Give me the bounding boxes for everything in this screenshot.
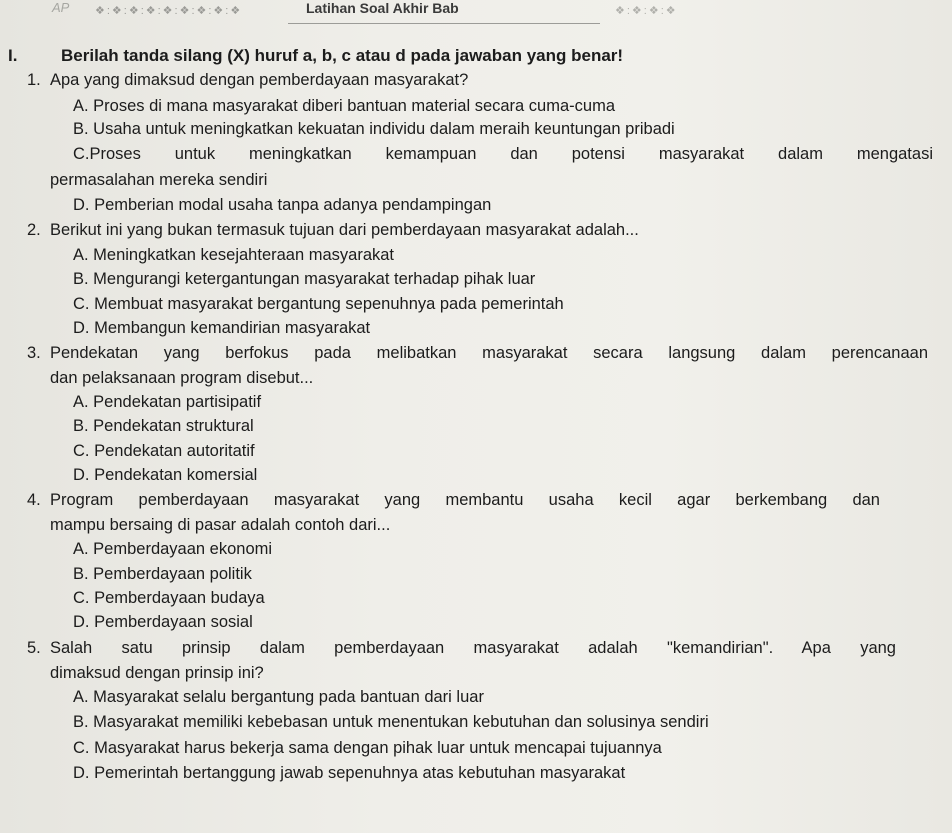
question-number: 3.	[27, 344, 41, 362]
answer-option[interactable]: B. Usaha untuk meningkatkan kekuatan individu dalam meraih keuntungan pribadi	[73, 120, 675, 138]
page-header	[0, 0, 952, 28]
question-text: Salah satu prinsip dalam pemberdayaan masyarakat adalah "kemandirian". Apa yang	[50, 639, 896, 657]
answer-option[interactable]: permasalahan mereka sendiri	[50, 171, 268, 189]
question-number: 1.	[27, 71, 41, 89]
question-text: Program pemberdayaan masyarakat yang membantu usaha kecil agar berkembang dan	[50, 491, 880, 509]
section-instruction: Berilah tanda silang (X) huruf a, b, c atau d pada jawaban yang benar!	[61, 46, 624, 65]
answer-option[interactable]: A. Meningkatkan kesejahteraan masyarakat	[73, 246, 395, 264]
question-text: Pendekatan yang berfokus pada melibatkan masyarakat secara langsung dalam perencanaan	[50, 344, 928, 362]
section-number: I.	[8, 46, 18, 65]
answer-option[interactable]: B. Mengurangi ketergantungan masyarakat terhadap pihak luar	[73, 270, 536, 288]
question-number: 4.	[27, 491, 41, 509]
header-decorative-pattern: ❖:❖:❖:❖:❖:❖:❖:❖:❖	[95, 5, 243, 17]
question-text: dimaksud dengan prinsip ini?	[50, 664, 264, 682]
answer-option[interactable]: D. Pemberian modal usaha tanpa adanya pendampingan	[73, 196, 492, 214]
answer-option[interactable]: A. Pemberdayaan ekonomi	[73, 540, 273, 558]
answer-option[interactable]: A. Masyarakat selalu bergantung pada bantuan dari luar	[73, 688, 484, 706]
question-text: dan pelaksanaan program disebut...	[50, 369, 314, 387]
answer-option[interactable]: A. Proses di mana masyarakat diberi bantuan material secara cuma-cuma	[73, 97, 615, 115]
answer-option[interactable]: B. Pendekatan struktural	[73, 417, 254, 435]
header-logo: AP	[52, 0, 70, 15]
answer-option[interactable]: B. Pemberdayaan politik	[73, 565, 252, 583]
answer-option[interactable]: A. Pendekatan partisipatif	[73, 393, 262, 411]
answer-option[interactable]: D. Pemberdayaan sosial	[73, 613, 253, 631]
question-number: 5.	[27, 639, 41, 657]
page-title: Latihan Soal Akhir Bab	[288, 0, 600, 24]
answer-option[interactable]: C.Proses untuk meningkatkan kemampuan dan potensi masyarakat dalam mengatasi	[73, 145, 933, 163]
answer-option[interactable]: C. Pendekatan autoritatif	[73, 442, 255, 460]
answer-option[interactable]: D. Membangun kemandirian masyarakat	[73, 319, 371, 337]
question-text: mampu bersaing di pasar adalah contoh dari...	[50, 516, 391, 534]
answer-option[interactable]: C. Masyarakat harus bekerja sama dengan pihak luar untuk mencapai tujuannya	[73, 739, 662, 757]
answer-option[interactable]: C. Membuat masyarakat bergantung sepenuhnya pada pemerintah	[73, 295, 564, 313]
question-number: 2.	[27, 221, 41, 239]
answer-option[interactable]: B. Masyarakat memiliki kebebasan untuk menentukan kebutuhan dan solusinya sendiri	[73, 713, 709, 731]
answer-option[interactable]: D. Pendekatan komersial	[73, 466, 258, 484]
question-text: Berikut ini yang bukan termasuk tujuan dari pemberdayaan masyarakat adalah...	[50, 221, 639, 239]
question-text: Apa yang dimaksud dengan pemberdayaan masyarakat?	[50, 71, 469, 89]
answer-option[interactable]: D. Pemerintah bertanggung jawab sepenuhnya atas kebutuhan masyarakat	[73, 764, 626, 782]
header-decorative-pattern-right: ❖:❖:❖:❖	[615, 5, 678, 17]
answer-option[interactable]: C. Pemberdayaan budaya	[73, 589, 265, 607]
